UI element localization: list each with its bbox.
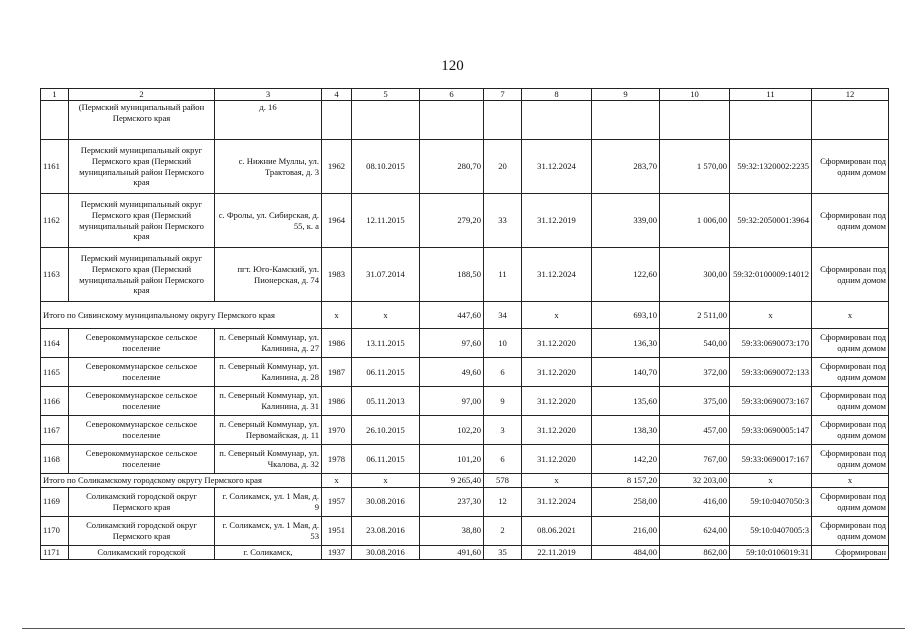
cell-address: с. Фролы, ул. Сибирская, д. 55, к. а bbox=[215, 194, 322, 248]
cell-residents: 2 bbox=[484, 516, 522, 545]
cell-residents: 12 bbox=[484, 487, 522, 516]
cell-municipality: Соликамский городской округ Пермского края bbox=[69, 487, 215, 516]
cell-value-10: 457,00 bbox=[660, 416, 730, 445]
cell-date: 23.08.2016 bbox=[352, 516, 420, 545]
cell-deadline: 31.12.2020 bbox=[522, 329, 592, 358]
cell-value-9: 693,10 bbox=[592, 302, 660, 329]
cell-residents: 20 bbox=[484, 140, 522, 194]
cell-address: с. Нижние Муллы, ул. Трактовая, д. 3 bbox=[215, 140, 322, 194]
register-table-body bbox=[41, 89, 889, 560]
cell-municipality: Северокоммунарское сельское поселение bbox=[69, 445, 215, 474]
cell-value-9: 258,00 bbox=[592, 487, 660, 516]
cell-cadastral-number: 59:10:0407050:3 bbox=[730, 487, 812, 516]
cell-value-9: 140,70 bbox=[592, 358, 660, 387]
cell-municipality: (Пермский муниципальный район Пермского края bbox=[69, 101, 215, 140]
cell-year: х bbox=[322, 474, 352, 488]
cell-area: 49,60 bbox=[420, 358, 484, 387]
cell-municipality: Соликамский городской bbox=[69, 545, 215, 559]
cell-date: 12.11.2015 bbox=[352, 194, 420, 248]
cell-year: 1978 bbox=[322, 445, 352, 474]
cell-empty bbox=[352, 101, 420, 140]
cell-address: г. Соликамск, ул. 1 Мая, д. 9 bbox=[215, 487, 322, 516]
cell-status: Сформирован под одним домом bbox=[812, 516, 889, 545]
cell-status: Сформирован под одним домом bbox=[812, 445, 889, 474]
cell-deadline: 31.12.2020 bbox=[522, 358, 592, 387]
cell-municipality: Пермский муниципальный округ Пермского края (Пермский муниципальный район Пермского края bbox=[69, 194, 215, 248]
cell-deadline: 08.06.2021 bbox=[522, 516, 592, 545]
cell-value-9: 136,30 bbox=[592, 329, 660, 358]
cell-date: 13.11.2015 bbox=[352, 329, 420, 358]
cell-deadline: 31.12.2024 bbox=[522, 487, 592, 516]
cell-empty bbox=[522, 101, 592, 140]
cell-empty bbox=[592, 101, 660, 140]
page-bottom-edge bbox=[22, 628, 905, 629]
cell-area: 97,60 bbox=[420, 329, 484, 358]
cell-date: 31.07.2014 bbox=[352, 248, 420, 302]
cell-year: 1986 bbox=[322, 329, 352, 358]
cell-status: Сформирован под одним домом bbox=[812, 140, 889, 194]
cell-status: Сформирован bbox=[812, 545, 889, 559]
cell-residents: 11 bbox=[484, 248, 522, 302]
cell-date: 05.11.2013 bbox=[352, 387, 420, 416]
cell-value-9: 484,00 bbox=[592, 545, 660, 559]
column-header: 12 bbox=[812, 89, 889, 101]
cell-row-number: 1170 bbox=[41, 516, 69, 545]
page-number: 120 bbox=[441, 58, 464, 74]
cell-year: 1951 bbox=[322, 516, 352, 545]
cell-row-number: 1168 bbox=[41, 445, 69, 474]
cell-area: 102,20 bbox=[420, 416, 484, 445]
cell-residents: 6 bbox=[484, 358, 522, 387]
cell-status: Сформирован под одним домом bbox=[812, 387, 889, 416]
cell-cadastral-number: 59:10:0106019:31 bbox=[730, 545, 812, 559]
cell-cadastral-number: 59:32:1320002:2235 bbox=[730, 140, 812, 194]
cell-row-number: 1161 bbox=[41, 140, 69, 194]
column-header: 8 bbox=[522, 89, 592, 101]
cell-year: 1970 bbox=[322, 416, 352, 445]
column-header: 11 bbox=[730, 89, 812, 101]
table-row bbox=[41, 445, 889, 474]
cell-municipality: Северокоммунарское сельское поселение bbox=[69, 329, 215, 358]
cell-date: 30.08.2016 bbox=[352, 545, 420, 559]
cell-deadline: 31.12.2024 bbox=[522, 248, 592, 302]
cell-year: 1983 bbox=[322, 248, 352, 302]
cell-year: 1964 bbox=[322, 194, 352, 248]
cell-residents: 33 bbox=[484, 194, 522, 248]
cell-area: 9 265,40 bbox=[420, 474, 484, 488]
table-row bbox=[41, 248, 889, 302]
column-header: 9 bbox=[592, 89, 660, 101]
table-row bbox=[41, 387, 889, 416]
cell-cadastral-number: 59:33:0690073:170 bbox=[730, 329, 812, 358]
cell-cadastral-number: х bbox=[730, 474, 812, 488]
column-header: 2 bbox=[69, 89, 215, 101]
cell-deadline: 31.12.2020 bbox=[522, 416, 592, 445]
cell-date: 30.08.2016 bbox=[352, 487, 420, 516]
cell-area: 101,20 bbox=[420, 445, 484, 474]
cell-year: 1937 bbox=[322, 545, 352, 559]
cell-residents: 3 bbox=[484, 416, 522, 445]
table-row bbox=[41, 194, 889, 248]
cell-area: 38,80 bbox=[420, 516, 484, 545]
cell-municipality: Соликамский городской округ Пермского края bbox=[69, 516, 215, 545]
cell-value-10: 540,00 bbox=[660, 329, 730, 358]
column-header: 10 bbox=[660, 89, 730, 101]
cell-address: п. Северный Коммунар, ул. Первомайская, д. 11 bbox=[215, 416, 322, 445]
total-row bbox=[41, 302, 889, 329]
cell-area: 447,60 bbox=[420, 302, 484, 329]
register-table bbox=[40, 88, 889, 560]
table-row bbox=[41, 416, 889, 445]
cell-address: п. Северный Коммунар, ул. Калинина, д. 28 bbox=[215, 358, 322, 387]
cell-date: 06.11.2015 bbox=[352, 358, 420, 387]
cell-area: 279,20 bbox=[420, 194, 484, 248]
cell-cadastral-number: х bbox=[730, 302, 812, 329]
cell-address: п. Северный Коммунар, ул. Калинина, д. 27 bbox=[215, 329, 322, 358]
cell-year: 1987 bbox=[322, 358, 352, 387]
cell-residents: 34 bbox=[484, 302, 522, 329]
table-row bbox=[41, 487, 889, 516]
cell-residents: 10 bbox=[484, 329, 522, 358]
cell-deadline: 31.12.2024 bbox=[522, 140, 592, 194]
cell-status: Сформирован под одним домом bbox=[812, 487, 889, 516]
column-header: 3 bbox=[215, 89, 322, 101]
cell-deadline: 31.12.2020 bbox=[522, 387, 592, 416]
cell-empty bbox=[41, 101, 69, 140]
cell-cadastral-number: 59:33:0690072:133 bbox=[730, 358, 812, 387]
cell-residents: 578 bbox=[484, 474, 522, 488]
cell-deadline: 31.12.2020 bbox=[522, 445, 592, 474]
cell-cadastral-number: 59:32:2050001:3964 bbox=[730, 194, 812, 248]
cell-status: х bbox=[812, 302, 889, 329]
table-row bbox=[41, 545, 889, 559]
cell-value-9: 8 157,20 bbox=[592, 474, 660, 488]
cell-year: 1957 bbox=[322, 487, 352, 516]
cell-cadastral-number: 59:32:0100009:14012 bbox=[730, 248, 812, 302]
cell-date: 06.11.2015 bbox=[352, 445, 420, 474]
cell-status: х bbox=[812, 474, 889, 488]
cell-status: Сформирован под одним домом bbox=[812, 194, 889, 248]
column-header: 7 bbox=[484, 89, 522, 101]
cell-empty bbox=[730, 101, 812, 140]
cell-value-10: 416,00 bbox=[660, 487, 730, 516]
cell-row-number: 1166 bbox=[41, 387, 69, 416]
cell-row-number: 1163 bbox=[41, 248, 69, 302]
cell-value-10: 624,00 bbox=[660, 516, 730, 545]
cell-value-10: 1 006,00 bbox=[660, 194, 730, 248]
cell-municipality: Северокоммунарское сельское поселение bbox=[69, 416, 215, 445]
cell-year: 1986 bbox=[322, 387, 352, 416]
cell-deadline: х bbox=[522, 474, 592, 488]
total-label: Итого по Соликамскому городскому округу Пермского края bbox=[41, 474, 322, 488]
cell-cadastral-number: 59:33:0690005:147 bbox=[730, 416, 812, 445]
cell-area: 188,50 bbox=[420, 248, 484, 302]
cell-municipality: Пермский муниципальный округ Пермского края (Пермский муниципальный район Пермского края bbox=[69, 248, 215, 302]
cell-status: Сформирован под одним домом bbox=[812, 358, 889, 387]
cell-row-number: 1169 bbox=[41, 487, 69, 516]
cell-row-number: 1164 bbox=[41, 329, 69, 358]
column-header: 4 bbox=[322, 89, 352, 101]
column-header: 1 bbox=[41, 89, 69, 101]
cell-status: Сформирован под одним домом bbox=[812, 248, 889, 302]
cell-value-9: 283,70 bbox=[592, 140, 660, 194]
cell-value-9: 122,60 bbox=[592, 248, 660, 302]
cell-municipality: Северокоммунарское сельское поселение bbox=[69, 387, 215, 416]
cell-empty bbox=[484, 101, 522, 140]
cell-value-9: 138,30 bbox=[592, 416, 660, 445]
cell-empty bbox=[660, 101, 730, 140]
cell-residents: 9 bbox=[484, 387, 522, 416]
cell-residents: 35 bbox=[484, 545, 522, 559]
cell-empty bbox=[812, 101, 889, 140]
cell-year: х bbox=[322, 302, 352, 329]
cell-value-10: 375,00 bbox=[660, 387, 730, 416]
cell-address: д. 16 bbox=[215, 101, 322, 140]
column-header: 6 bbox=[420, 89, 484, 101]
table-row bbox=[41, 516, 889, 545]
cell-deadline: 31.12.2019 bbox=[522, 194, 592, 248]
cell-area: 280,70 bbox=[420, 140, 484, 194]
cell-address: г. Соликамск, bbox=[215, 545, 322, 559]
cell-value-10: 2 511,00 bbox=[660, 302, 730, 329]
cell-address: п. Северный Коммунар, ул. Калинина, д. 31 bbox=[215, 387, 322, 416]
cell-area: 237,30 bbox=[420, 487, 484, 516]
cell-year: 1962 bbox=[322, 140, 352, 194]
cell-date: х bbox=[352, 474, 420, 488]
cell-value-10: 32 203,00 bbox=[660, 474, 730, 488]
cell-value-9: 135,60 bbox=[592, 387, 660, 416]
cell-residents: 6 bbox=[484, 445, 522, 474]
cell-row-number: 1171 bbox=[41, 545, 69, 559]
cell-value-10: 1 570,00 bbox=[660, 140, 730, 194]
cell-deadline: 22.11.2019 bbox=[522, 545, 592, 559]
cell-value-10: 767,00 bbox=[660, 445, 730, 474]
cell-date: 26.10.2015 bbox=[352, 416, 420, 445]
cell-address: пгт. Юго-Камский, ул. Пионерская, д. 74 bbox=[215, 248, 322, 302]
cell-row-number: 1167 bbox=[41, 416, 69, 445]
cell-cadastral-number: 59:33:0690017:167 bbox=[730, 445, 812, 474]
cell-status: Сформирован под одним домом bbox=[812, 416, 889, 445]
column-header: 5 bbox=[352, 89, 420, 101]
header-row bbox=[41, 89, 889, 101]
cell-value-10: 862,00 bbox=[660, 545, 730, 559]
table-row bbox=[41, 329, 889, 358]
cell-area: 491,60 bbox=[420, 545, 484, 559]
total-row bbox=[41, 474, 889, 488]
cell-value-10: 372,00 bbox=[660, 358, 730, 387]
cell-value-10: 300,00 bbox=[660, 248, 730, 302]
cell-row-number: 1165 bbox=[41, 358, 69, 387]
total-label: Итого по Сивинскому муниципальному округу Пермского края bbox=[41, 302, 322, 329]
cell-address: п. Северный Коммунар, ул. Чкалова, д. 32 bbox=[215, 445, 322, 474]
cell-cadastral-number: 59:10:0407005:3 bbox=[730, 516, 812, 545]
cell-date: х bbox=[352, 302, 420, 329]
cell-deadline: х bbox=[522, 302, 592, 329]
cell-area: 97,00 bbox=[420, 387, 484, 416]
cell-value-9: 142,20 bbox=[592, 445, 660, 474]
cell-empty bbox=[420, 101, 484, 140]
continuation-row bbox=[41, 101, 889, 140]
cell-address: г. Соликамск, ул. 1 Мая, д. 53 bbox=[215, 516, 322, 545]
cell-value-9: 216,00 bbox=[592, 516, 660, 545]
table-row bbox=[41, 358, 889, 387]
cell-date: 08.10.2015 bbox=[352, 140, 420, 194]
cell-status: Сформирован под одним домом bbox=[812, 329, 889, 358]
cell-municipality: Пермский муниципальный округ Пермского края (Пермский муниципальный район Пермского края bbox=[69, 140, 215, 194]
cell-cadastral-number: 59:33:0690073:167 bbox=[730, 387, 812, 416]
cell-value-9: 339,00 bbox=[592, 194, 660, 248]
table-row bbox=[41, 140, 889, 194]
cell-municipality: Северокоммунарское сельское поселение bbox=[69, 358, 215, 387]
cell-empty bbox=[322, 101, 352, 140]
cell-row-number: 1162 bbox=[41, 194, 69, 248]
